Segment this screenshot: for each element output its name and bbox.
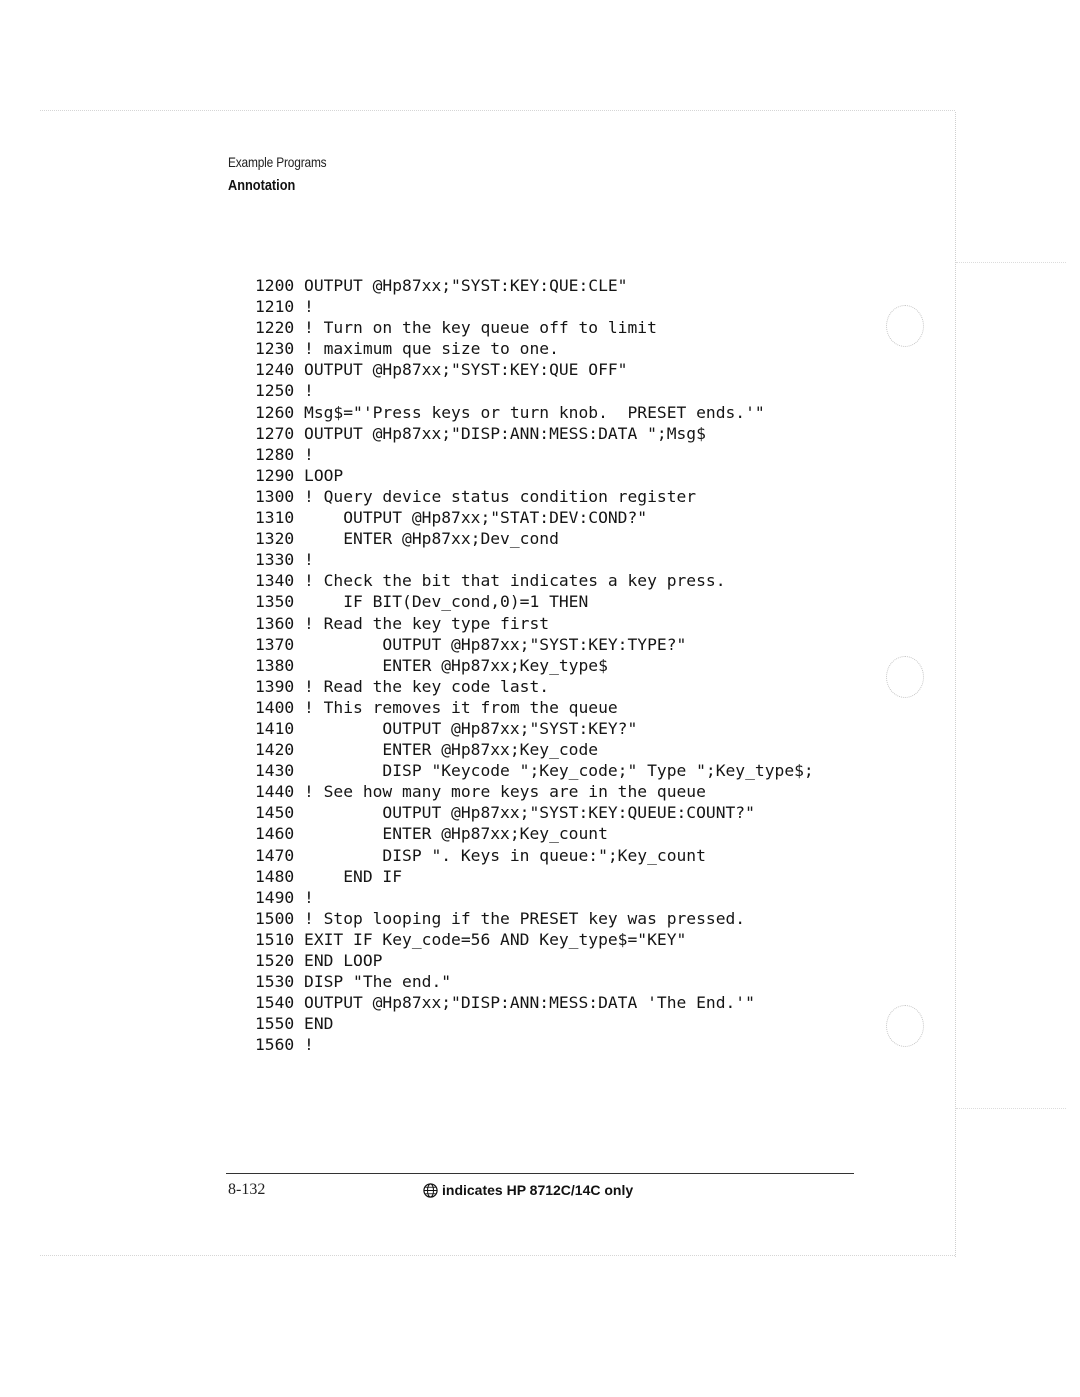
code-line: 1330 ! (255, 550, 314, 570)
code-line: 1510 EXIT IF Key_code=56 AND Key_type$="KEY" (255, 929, 687, 949)
code-line: 1210 ! (255, 297, 314, 317)
program-listing (255, 275, 814, 1055)
footer-note-text: indicates HP 8712C/14C only (442, 1182, 634, 1198)
binder-hole (886, 656, 924, 698)
code-line: 1560 ! (255, 1035, 314, 1055)
code-line: 1420 ENTER @Hp87xx;Key_code (255, 740, 599, 760)
code-line: 1540 OUTPUT @Hp87xx;"DISP:ANN:MESS:DATA 'The End.'" (255, 993, 755, 1013)
binder-hole (886, 1005, 924, 1047)
page-right-edge (955, 112, 956, 1257)
code-line: 1450 OUTPUT @Hp87xx;"SYST:KEY:QUEUE:COUNT?" (255, 803, 755, 823)
code-line: 1230 ! maximum que size to one. (255, 339, 559, 359)
footer-rule (226, 1173, 854, 1174)
code-line: 1470 DISP ". Keys in queue:";Key_count (255, 845, 706, 865)
subsection-title: Annotation (228, 177, 296, 194)
running-header (228, 154, 344, 194)
code-line: 1240 OUTPUT @Hp87xx;"SYST:KEY:QUE OFF" (255, 360, 628, 380)
code-line: 1350 IF BIT(Dev_cond,0)=1 THEN (255, 592, 589, 612)
code-line: 1380 ENTER @Hp87xx;Key_type$ (255, 655, 608, 675)
code-line: 1280 ! (255, 444, 314, 464)
code-line: 1520 END LOOP (255, 951, 383, 970)
code-line: 1370 OUTPUT @Hp87xx;"SYST:KEY:TYPE?" (255, 634, 687, 654)
code-line: 1320 ENTER @Hp87xx;Dev_cond (255, 529, 559, 549)
code-line: 1550 END (255, 1014, 334, 1034)
scan-mark (956, 1108, 1066, 1109)
globe-icon (423, 1183, 438, 1198)
code-line: 1260 Msg$="'Press keys or turn knob. PRESET ends.'" (255, 402, 765, 422)
code-line: 1270 OUTPUT @Hp87xx;"DISP:ANN:MESS:DATA ";Msg$ (255, 423, 706, 443)
code-line: 1500 ! Stop looping if the PRESET key was pressed. (255, 908, 746, 928)
code-line: 1310 OUTPUT @Hp87xx;"STAT:DEV:COND?" (255, 508, 648, 528)
binder-hole (886, 305, 924, 347)
code-line: 1490 ! (255, 887, 314, 907)
code-line: 1530 DISP "The end." (255, 972, 452, 992)
code-line: 1400 ! This removes it from the queue (255, 697, 618, 717)
code-line: 1360 ! Read the key type first (255, 613, 550, 633)
scan-mark (956, 262, 1066, 263)
code-line: 1250 ! (255, 381, 314, 401)
code-line: 1290 LOOP (255, 465, 344, 485)
page-bottom-edge (40, 1255, 955, 1256)
code-line: 1390 ! Read the key code last. (255, 676, 550, 696)
code-line: 1300 ! Query device status condition register (255, 486, 697, 506)
code-line: 1220 ! Turn on the key queue off to limit (255, 318, 657, 338)
section-title: Example Programs (228, 154, 327, 170)
code-line: 1410 OUTPUT @Hp87xx;"SYST:KEY?" (255, 718, 638, 738)
code-line: 1430 DISP "Keycode ";Key_code;" Type ";Key_type$; (255, 761, 814, 781)
page-number: 8-132 (228, 1181, 266, 1198)
page-top-edge (40, 110, 955, 111)
code-line: 1480 END IF (255, 866, 403, 886)
footer-note (423, 1182, 633, 1198)
code-line: 1440 ! See how many more keys are in the queue (255, 782, 706, 802)
code-line: 1340 ! Check the bit that indicates a key press. (255, 571, 726, 591)
code-line: 1460 ENTER @Hp87xx;Key_count (255, 824, 608, 844)
code-line: 1200 OUTPUT @Hp87xx;"SYST:KEY:QUE:CLE" (255, 276, 628, 295)
